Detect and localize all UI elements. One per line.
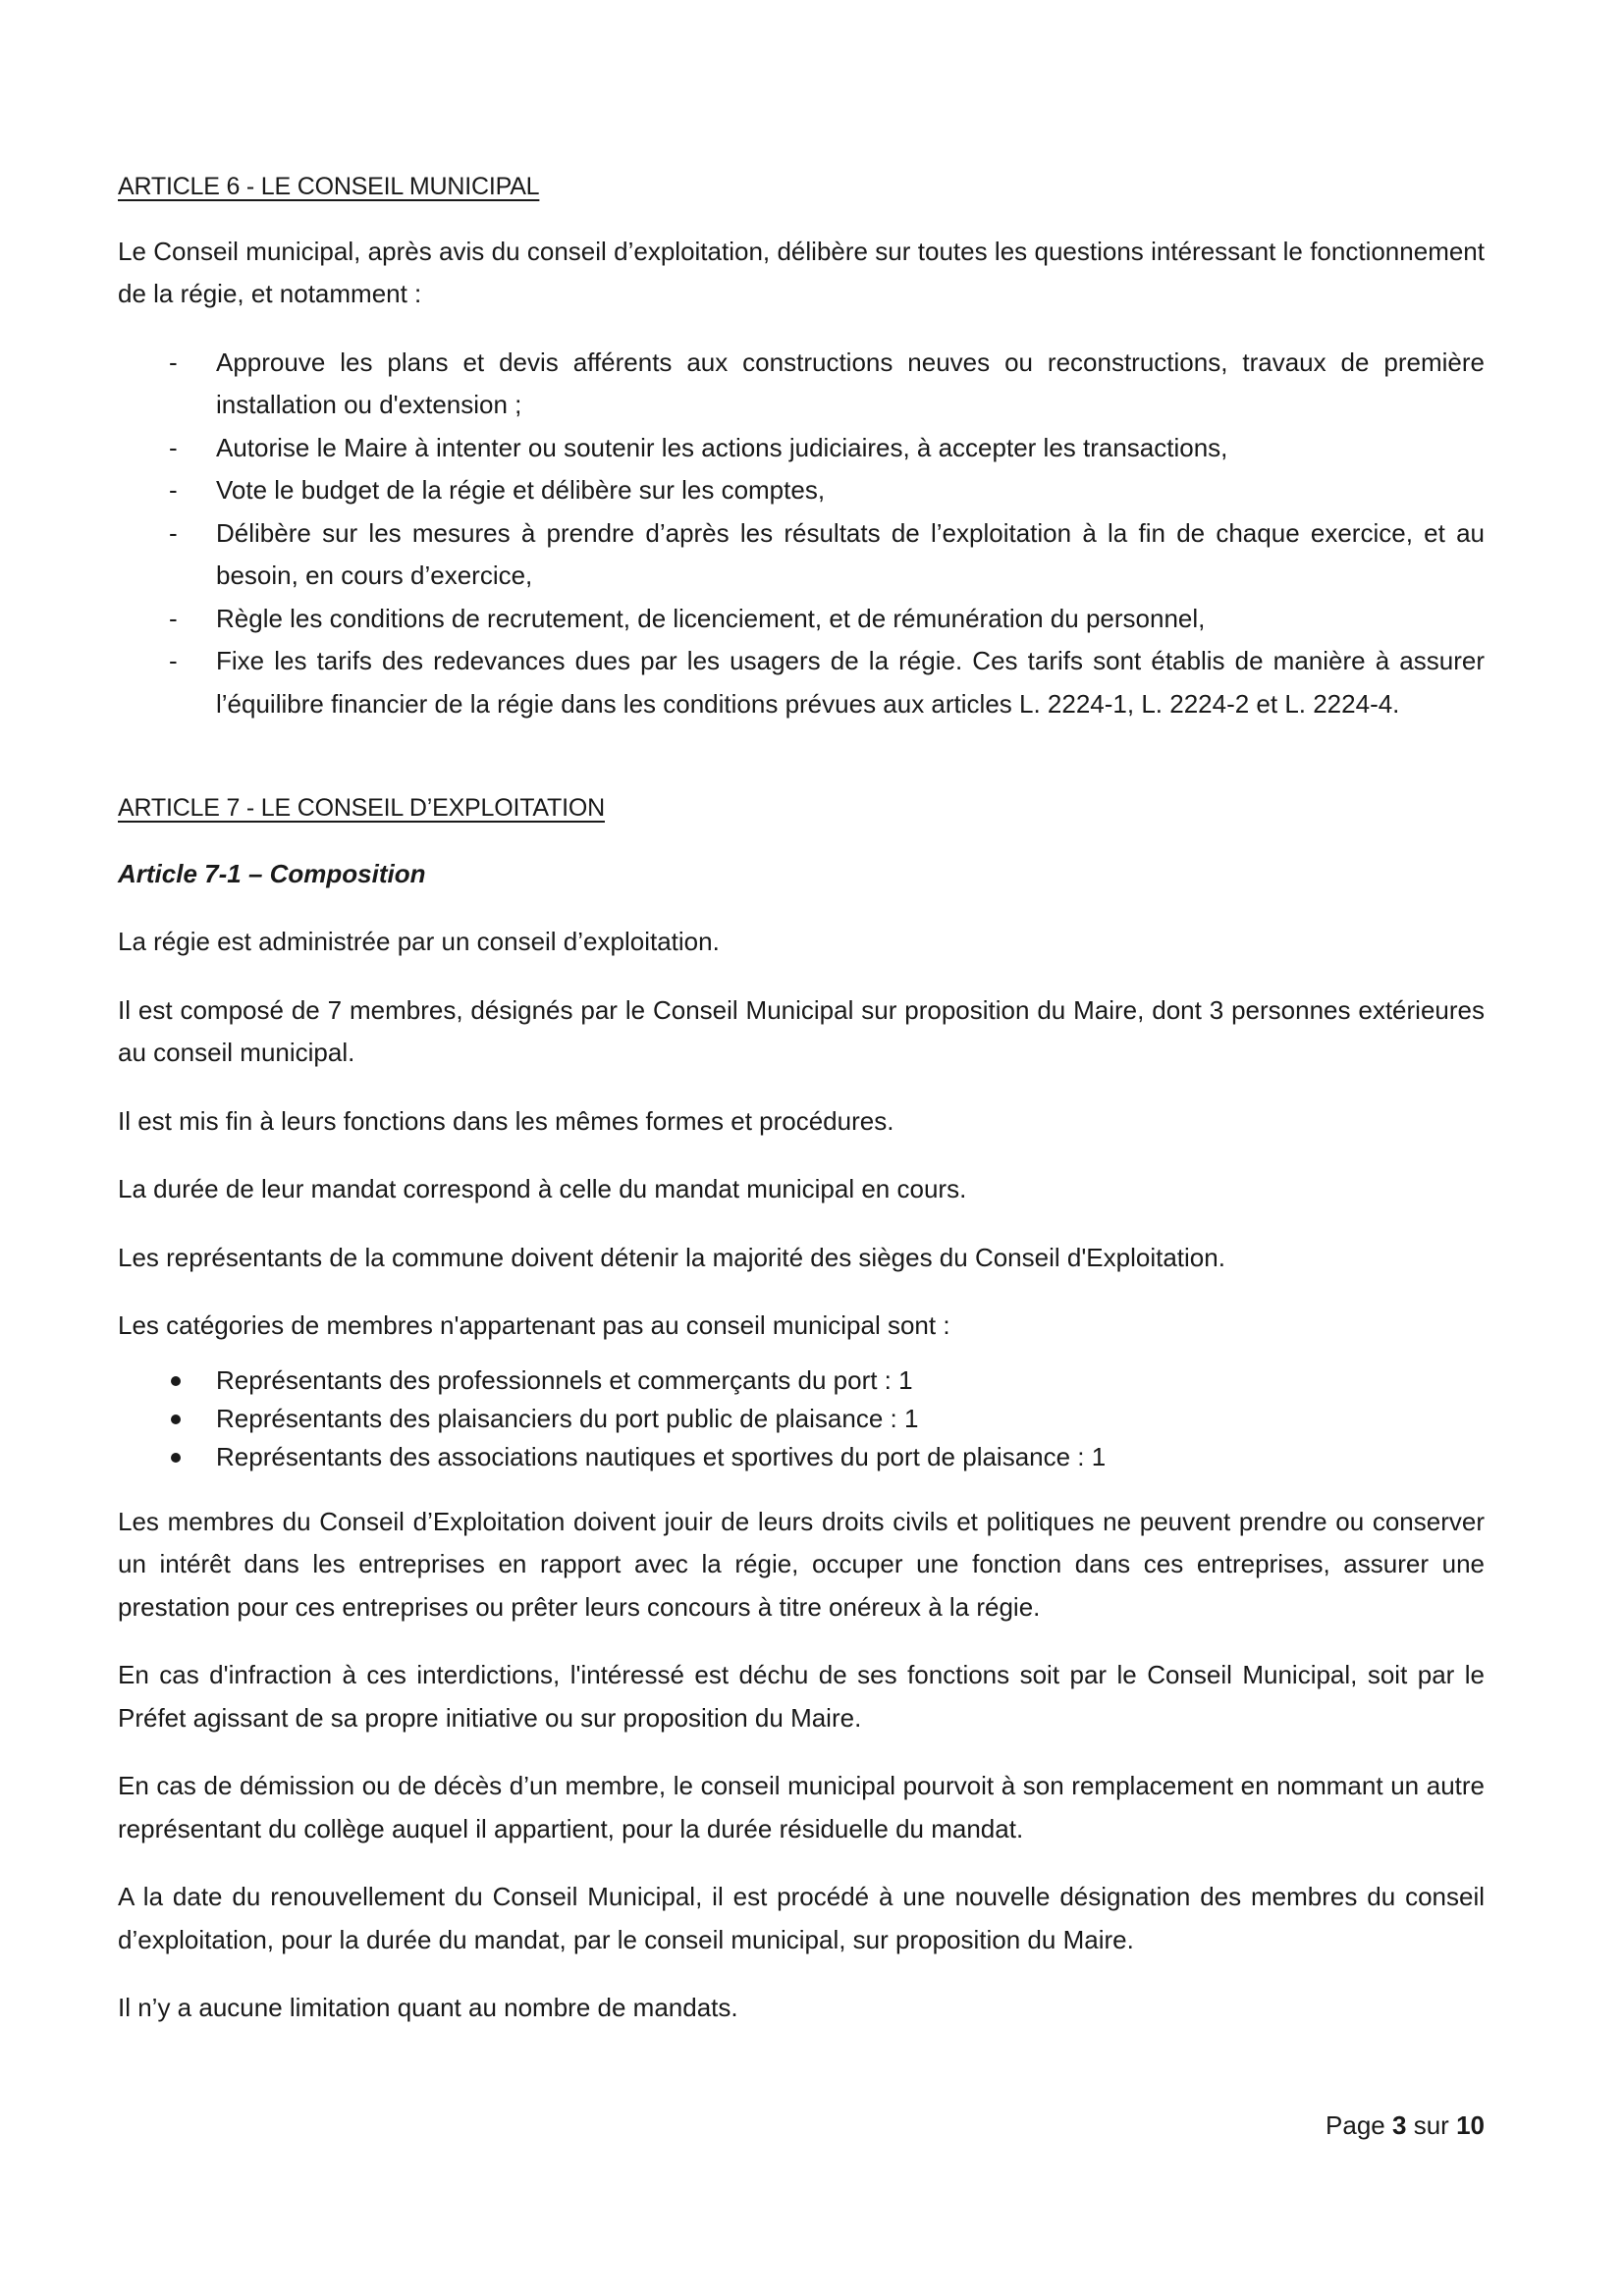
paragraph: La durée de leur mandat correspond à celle du mandat municipal en cours.	[118, 1174, 967, 1203]
paragraph: La régie est administrée par un conseil d’exploitation.	[118, 927, 720, 956]
article-6-list	[118, 342, 1485, 726]
list-item-text: Représentants des associations nautiques et sportives du port de plaisance : 1	[216, 1441, 1107, 1471]
paragraph: A la date du renouvellement du Conseil Municipal, il est procédé à une nouvelle désignation des membres du conseil d’exploitation, pour la durée du mandat, par le conseil municipal, sur proposition du Maire.	[118, 1882, 1485, 1954]
list-item-text: Autorise le Maire à intenter ou soutenir les actions judiciaires, à accepter les transactions,	[216, 432, 1228, 462]
dash-marker: -	[169, 475, 178, 505]
paragraph: Il est composé de 7 membres, désignés par le Conseil Municipal sur proposition du Maire, dont 3 personnes extérieures au conseil municipal.	[118, 994, 1485, 1067]
list-item-text: Règle les conditions de recrutement, de licenciement, et de rémunération du personnel,	[216, 603, 1206, 633]
categories-intro: Les catégories de membres n'appartenant pas au conseil municipal sont :	[118, 1310, 950, 1340]
page-label: Page	[1326, 2110, 1385, 2140]
paragraph: Les représentants de la commune doivent détenir la majorité des sièges du Conseil d'Exploitation.	[118, 1242, 1225, 1272]
list-item	[118, 512, 1485, 598]
list-item-text: Délibère sur les mesures à prendre d’après les résultats de l’exploitation à la fin de chaque exercice, et au besoin, en cours d’exercice,	[216, 517, 1485, 590]
paragraph: Il n’y a aucune limitation quant au nombre de mandats.	[118, 1993, 738, 2022]
article-6-intro: Le Conseil municipal, après avis du conseil d’exploitation, délibère sur toutes les questions intéressant le fonctionnement de la régie, et notamment :	[118, 236, 1485, 308]
page-sep: sur	[1413, 2110, 1449, 2140]
page-total: 10	[1456, 2110, 1485, 2140]
dash-marker: -	[169, 646, 178, 675]
list-item	[118, 640, 1485, 725]
page-number-footer	[1326, 2110, 1485, 2141]
list-item-text: Représentants des professionnels et commerçants du port : 1	[216, 1364, 913, 1395]
paragraph: Les membres du Conseil d’Exploitation doivent jouir de leurs droits civils et politiques ne peuvent prendre ou conserver un intérêt dans les entreprises en rapport avec la régie, occuper une fonction dans ces entreprises, assurer une prestation pour ces entreprises ou prêter leurs concours à titre onéreux à la régie.	[118, 1506, 1485, 1622]
bullet-icon	[171, 1376, 181, 1386]
dash-marker: -	[169, 347, 178, 377]
list-item-text: Vote le budget de la régie et délibère sur les comptes,	[216, 475, 826, 505]
list-item-text: Fixe les tarifs des redevances dues par les usagers de la régie. Ces tarifs sont établis de manière à assurer l’équilibre financier de la régie dans les conditions prévues aux articles L. 2224-1, L. 2224-2 et L. 2224-4.	[216, 646, 1485, 719]
paragraph: Il est mis fin à leurs fonctions dans les mêmes formes et procédures.	[118, 1105, 894, 1136]
list-item	[118, 342, 1485, 427]
list-item	[118, 1362, 1485, 1400]
list-item	[118, 1438, 1485, 1476]
bullet-icon	[171, 1453, 181, 1463]
article-7-1-subheading: Article 7-1 – Composition	[118, 858, 426, 888]
list-item-text: Représentants des plaisanciers du port public de plaisance : 1	[216, 1403, 919, 1433]
dash-marker: -	[169, 517, 178, 548]
page-current: 3	[1392, 2110, 1407, 2140]
list-item-text: Approuve les plans et devis afférents aux constructions neuves ou reconstructions, travaux de première installation ou d'extension ;	[216, 347, 1485, 419]
bullet-icon	[171, 1415, 181, 1424]
list-item	[118, 1400, 1485, 1438]
dash-marker: -	[169, 603, 178, 633]
list-item	[118, 469, 1485, 512]
list-item	[118, 598, 1485, 641]
document-page	[118, 165, 1485, 2056]
dash-marker: -	[169, 432, 178, 462]
article-7-heading: ARTICLE 7 - LE CONSEIL D’EXPLOITATION	[118, 794, 605, 822]
paragraph: En cas de démission ou de décès d’un membre, le conseil municipal pourvoit à son remplacement en nommant un autre représentant du collège auquel il appartient, pour la durée résiduelle du mandat.	[118, 1771, 1485, 1843]
categories-list	[118, 1362, 1485, 1476]
list-item	[118, 427, 1485, 470]
article-6-heading: ARTICLE 6 - LE CONSEIL MUNICIPAL	[118, 173, 540, 200]
paragraph: En cas d'infraction à ces interdictions, l'intéressé est déchu de ses fonctions soit par le Conseil Municipal, soit par le Préfet agissant de sa propre initiative ou sur proposition du Maire.	[118, 1660, 1485, 1733]
